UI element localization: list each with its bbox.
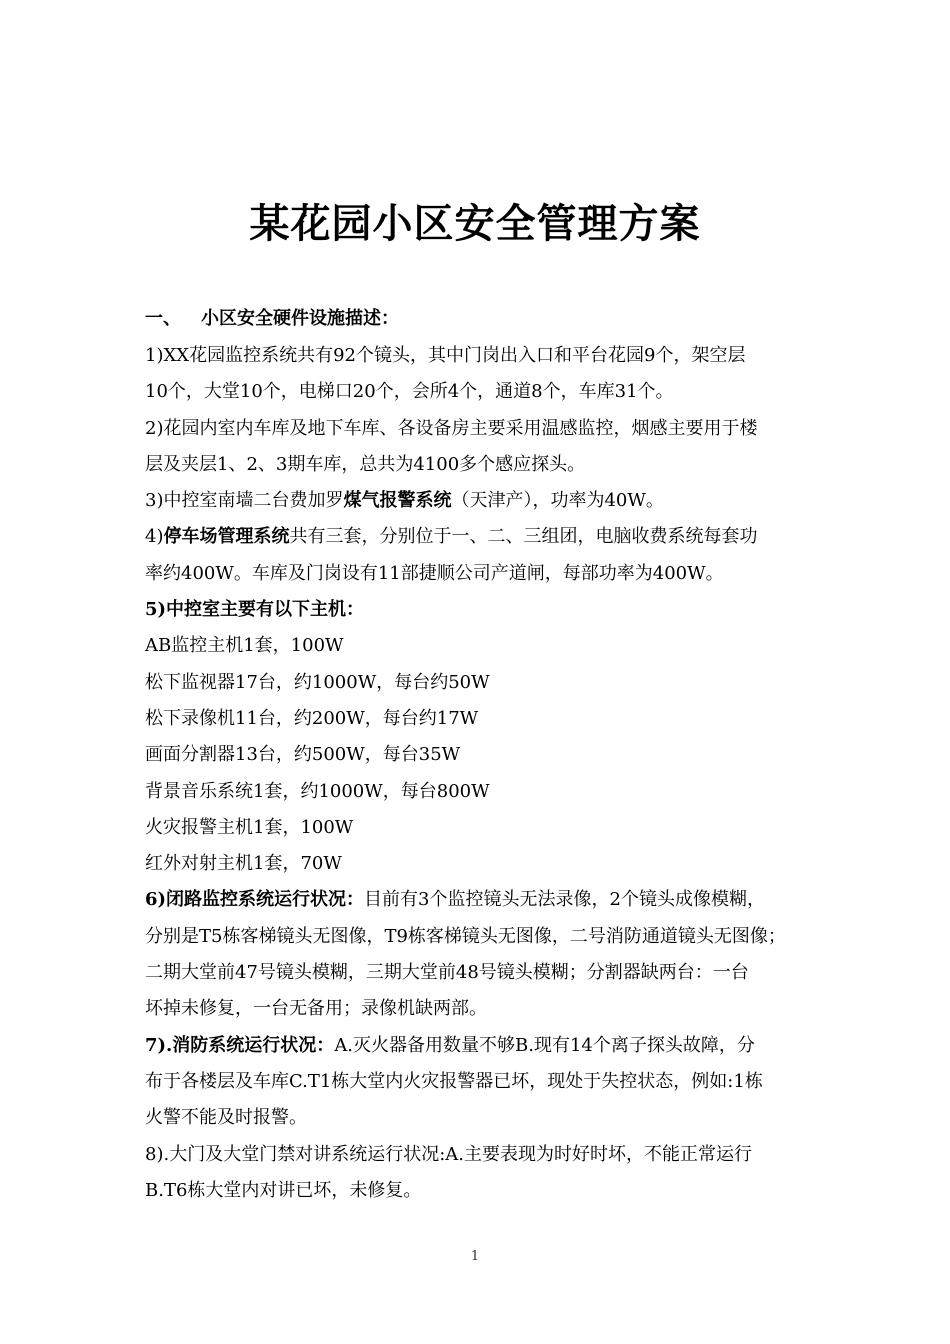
text-line <box>145 1100 815 1136</box>
text-line <box>145 1064 815 1100</box>
text-run: 红外对射主机1套，70W <box>145 853 342 875</box>
text-run: 坏掉未修复，一台无备用；录像机缺两部。 <box>145 998 487 1020</box>
text-line <box>145 882 815 918</box>
text-line <box>145 1173 815 1209</box>
text-line <box>145 665 815 701</box>
text-line <box>145 991 815 1027</box>
text-line <box>145 1028 815 1064</box>
text-run: 层及夹层1、2、3期车库，总共为4100多个感应探头。 <box>145 453 586 475</box>
text-run: 布于各楼层及车库C.T1栋大堂内火灾报警器已坏，现处于失控状态，例如:1栋 <box>145 1070 763 1092</box>
text-run: 2)花园内室内车库及地下车库、各设备房主要采用温感监控，烟感主要用于楼 <box>145 417 758 439</box>
text-run: 3)中控室南墙二台费加罗 <box>145 490 344 512</box>
text-run: 火灾报警主机1套，100W <box>145 816 354 838</box>
text-run: B.T6栋大堂内对讲已坏，未修复。 <box>145 1179 422 1201</box>
text-run: A.灭火器备用数量不够B.现有14个离子探头故障，分 <box>334 1034 755 1056</box>
text-run: 共有三套，分别位于一、二、三组团，电脑收费系统每套功 <box>289 526 758 548</box>
text-line <box>145 955 815 991</box>
document-body <box>145 338 815 1209</box>
text-line <box>145 447 815 483</box>
text-line <box>145 519 815 555</box>
text-run: 8).大门及大堂门禁对讲系统运行状况:A.主要表现为时好时坏，不能正常运行 <box>145 1143 752 1165</box>
text-run: 松下监视器17台，约1000W，每台约50W <box>145 671 490 693</box>
section-heading <box>145 304 399 334</box>
bold-text-run: 6)闭路监控系统运行状况： <box>145 889 365 911</box>
bold-text-run: 7).消防系统运行状况： <box>145 1034 335 1056</box>
bold-text-run: 煤气报警系统 <box>343 490 452 512</box>
text-run: 4) <box>145 526 164 548</box>
document-title: 某花园小区安全管理方案 <box>249 200 701 247</box>
text-run: 分别是T5栋客梯镜头无图像，T9栋客梯镜头无图像，二号消防通道镜头无图像； <box>145 925 786 947</box>
text-run: 10个，大堂10个，电梯口20个，会所4个，通道8个，车库31个。 <box>145 381 674 403</box>
page-number: 1 <box>470 1249 480 1264</box>
text-line <box>145 919 815 955</box>
text-run: 火警不能及时报警。 <box>145 1107 307 1129</box>
section-heading-text: 小区安全硬件设施描述： <box>201 308 399 329</box>
text-line <box>145 483 815 519</box>
bold-text-run: 停车场管理系统 <box>163 526 290 548</box>
text-line <box>145 411 815 447</box>
text-run: （天津产），功率为40W。 <box>451 490 664 512</box>
text-run: 松下录像机11台，约200W，每台约17W <box>145 707 479 729</box>
text-run: 画面分割器13台，约500W，每台35W <box>145 744 461 766</box>
text-line <box>145 774 815 810</box>
text-run: 二期大堂前47号镜头模糊，三期大堂前48号镜头模糊；分割器缺两台：一台 <box>145 962 749 984</box>
text-run: 率约400W。车库及门岗设有11部捷顺公司产道闸，每部功率为400W。 <box>145 562 724 584</box>
text-line <box>145 338 815 374</box>
text-line <box>145 737 815 773</box>
text-line <box>145 374 815 410</box>
text-run: AB监控主机1套，100W <box>145 635 344 657</box>
text-run: 1)XX花园监控系统共有92个镜头，其中门岗出入口和平台花园9个，架空层 <box>145 345 746 366</box>
text-run: 背景音乐系统1套，约1000W，每台800W <box>145 780 490 802</box>
section-number: 一、 <box>145 308 181 329</box>
text-line <box>145 592 815 628</box>
text-line <box>145 846 815 882</box>
text-line <box>145 628 815 664</box>
text-run: 目前有3个监控镜头无法录像，2个镜头成像模糊， <box>364 889 765 911</box>
text-line <box>145 1137 815 1173</box>
text-line <box>145 810 815 846</box>
text-line <box>145 701 815 737</box>
text-line <box>145 556 815 592</box>
bold-text-run: 5)中控室主要有以下主机： <box>145 599 365 621</box>
